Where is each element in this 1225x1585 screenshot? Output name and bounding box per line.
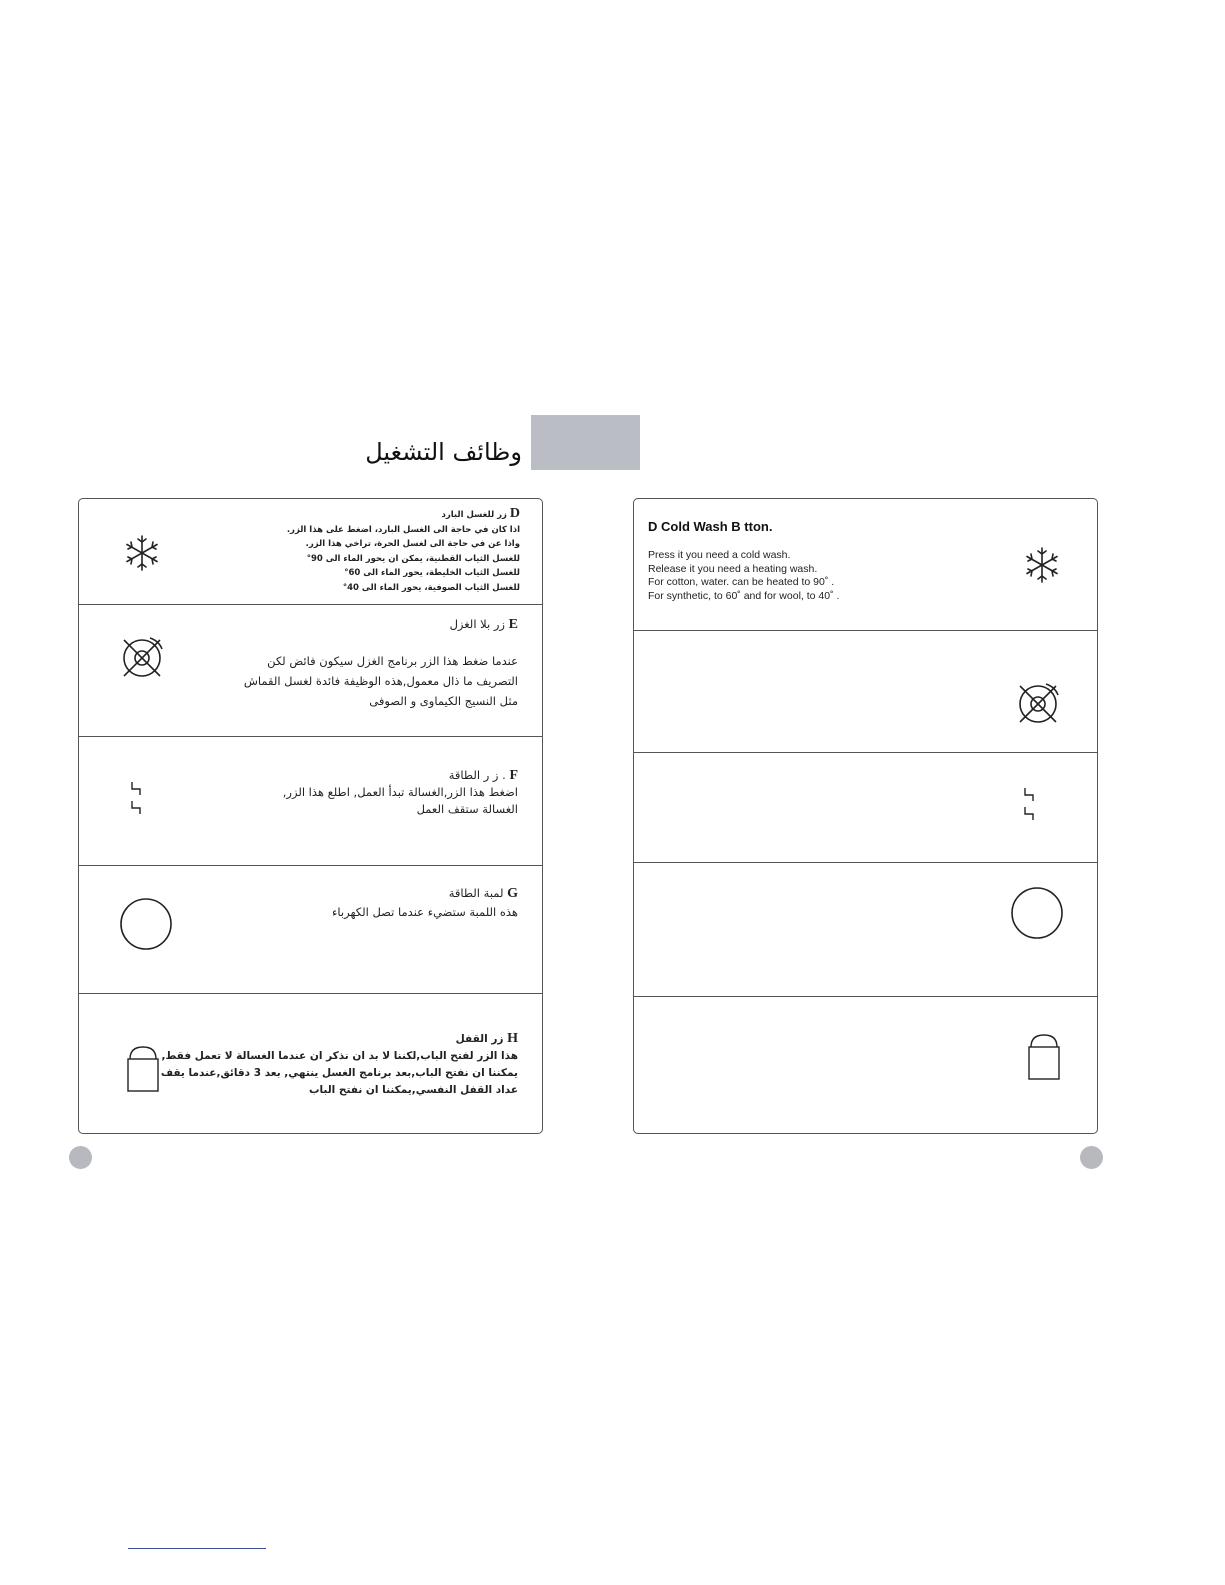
text-line: For cotton, water. can be heated to 90˚ . [648, 576, 835, 588]
lock-icon [125, 1044, 161, 1094]
arabic-panel [78, 498, 543, 1134]
power-lamp-icon [1010, 886, 1064, 940]
section-heading: . ز ر الطاقة [448, 768, 506, 782]
title-block [531, 415, 640, 470]
text-line: اضغط هذا الزر,الغسالة تبدأ العمل, اطلع هذا الزر, [282, 785, 518, 799]
arabic-text-block [283, 767, 518, 818]
no-spin-icon [119, 635, 165, 681]
english-section-lock [634, 997, 1097, 1134]
text-line: هذا الزر لفتح الباب,لكننا لا بد ان نذكر ان عندما الغسالة لا تعمل فقط, [161, 1050, 518, 1062]
page-marker-left [69, 1146, 92, 1169]
section-letter: E [508, 617, 518, 632]
arabic-section-power-lamp [79, 866, 542, 994]
section-body [648, 549, 839, 603]
text-line: يمكننا ان نفتح الباب,بعد برنامج الغسل ينتهي, بعد 3 دقائق,عندما يقف [160, 1067, 518, 1079]
section-letter: H [507, 1031, 518, 1046]
text-line: For synthetic, to 60˚ and for wool, to 40˚ . [648, 589, 840, 602]
section-letter: F [509, 768, 518, 783]
power-switch-icon [1022, 785, 1036, 825]
page-title: وظائف التشغيل [365, 438, 522, 466]
arabic-section-no-spin [79, 605, 542, 737]
power-switch-icon [129, 779, 143, 819]
arabic-section-cold-wash [79, 499, 542, 605]
no-spin-icon [1015, 681, 1061, 727]
text-line: واذا عن في حاجة الى لغسل الحرة، تراخي هذا الزر. [305, 539, 520, 549]
arabic-section-lock [79, 994, 542, 1134]
text-line: للغسل الثياب الصوفية، يحور الماء الى 40° [342, 582, 520, 593]
english-section-power [634, 753, 1097, 863]
text-line: للغسل الثياب القطنية، يمكن ان يحور الماء الى 90° [306, 553, 520, 564]
text-line: الغسالة ستقف العمل [416, 802, 518, 816]
text-line: هذه اللمبة ستضيء عندما تصل الكهرباء [332, 905, 518, 919]
text-line: للغسل الثياب الخليطة، يحور الماء الى 60° [344, 568, 520, 578]
page-marker-right [1080, 1146, 1103, 1169]
english-panel [633, 498, 1098, 1134]
text-line: عداد القفل النفسي,يمكننا ان نفتح الباب [308, 1084, 518, 1096]
arabic-text-block [287, 507, 520, 595]
section-heading: D Cold Wash B tton. [648, 519, 773, 534]
power-lamp-icon [119, 897, 173, 951]
text-line: Press it you need a cold wash. [648, 549, 791, 561]
english-section-no-spin [634, 631, 1097, 753]
text-line: اذا كان في حاجة الى الغسل البارد، اضغط على هذا الزر. [286, 524, 520, 535]
section-heading: زر القفل [455, 1033, 504, 1045]
snowflake-icon [1022, 545, 1062, 585]
snowflake-icon [122, 533, 162, 573]
english-section-power-lamp [634, 863, 1097, 997]
section-heading: زر للغسل البارد [441, 510, 507, 520]
section-letter: D [509, 506, 520, 521]
arabic-text-block [244, 617, 518, 711]
text-line: عندما ضغط هذا الزر برنامج الغزل سيكون فائض لكن [267, 654, 518, 668]
lock-icon [1026, 1032, 1062, 1082]
section-heading: زر بلا الغزل [449, 617, 505, 631]
arabic-section-power [79, 737, 542, 866]
text-line: Release it you need a heating wash. [648, 562, 818, 575]
arabic-text-block [161, 1030, 518, 1099]
footer-link[interactable] [128, 1548, 266, 1550]
text-line: مثل النسيج الكيماوى و الصوفى [369, 694, 518, 708]
section-heading: لمبة الطاقة [448, 886, 504, 900]
text-line: التصريف ما ذال معمول,هذه الوظيفة فائدة لغسل القماش [243, 674, 518, 688]
section-letter: G [507, 886, 518, 901]
english-section-cold-wash [634, 499, 1097, 631]
arabic-text-block [332, 884, 518, 921]
